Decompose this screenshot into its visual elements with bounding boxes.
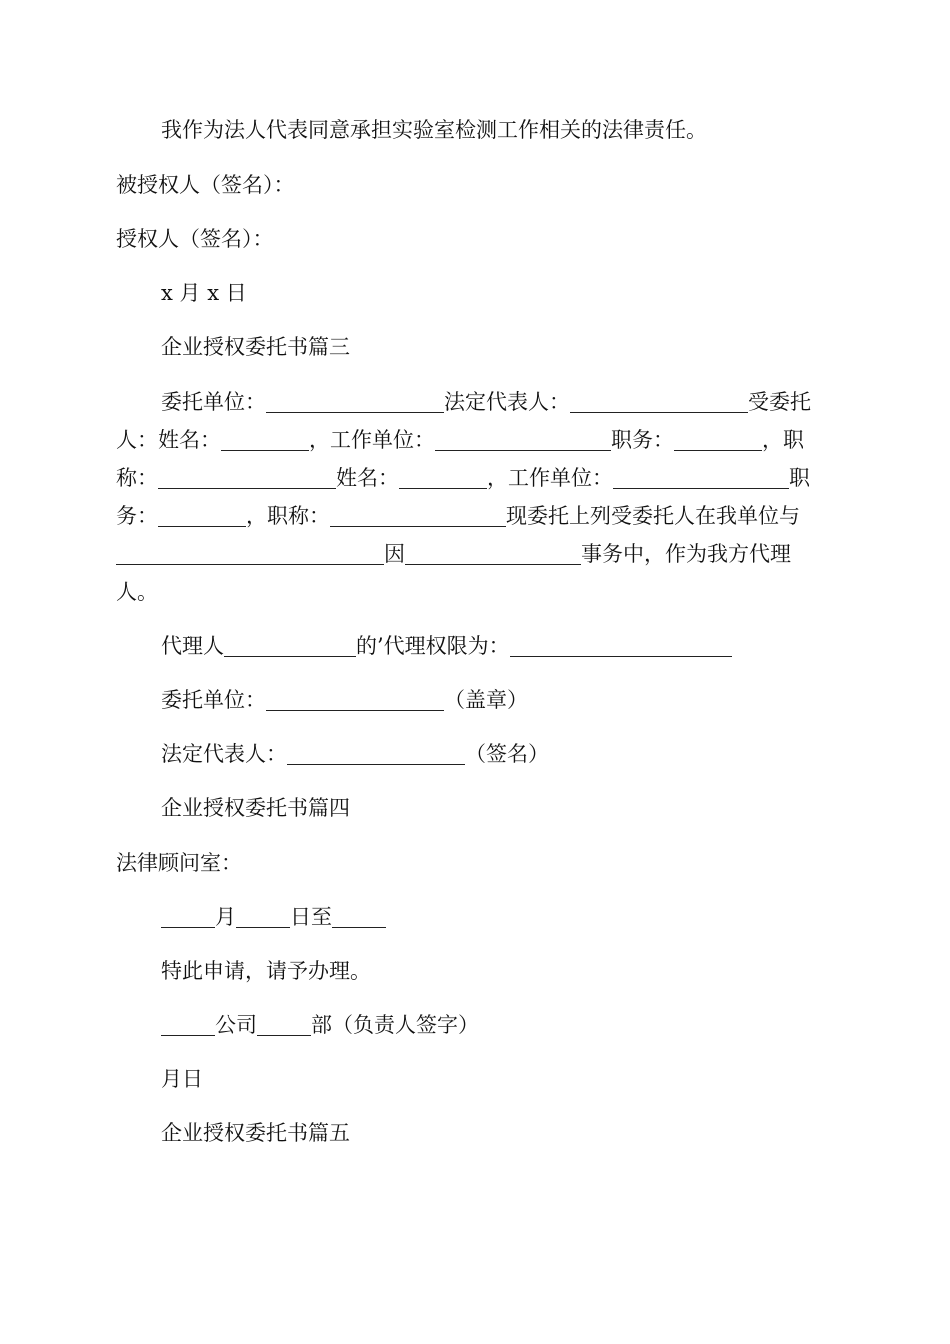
blank-field[interactable] [116,542,384,565]
text: 日至 [290,905,332,929]
text: ，工作单位： [487,466,613,490]
text: 企业授权委托书篇三 [161,335,350,359]
text: 事务中，作为我方代理 [581,542,791,566]
text: 部（负责人签字） [311,1013,479,1037]
text: 代理人 [161,634,224,658]
blank-field[interactable] [399,466,487,489]
text: x 月 x 日 [161,281,247,305]
blank-field[interactable] [405,542,581,565]
paragraph-legal-responsibility [161,116,707,144]
blank-field[interactable] [221,428,309,451]
blank-field[interactable] [161,905,215,928]
text: ，工作单位： [309,428,435,452]
blank-field[interactable] [435,428,611,451]
text: 委托单位： [161,390,266,414]
text: 现委托上列受委托人在我单位与 [506,504,800,528]
text: （盖章） [444,688,528,712]
blank-field[interactable] [236,905,290,928]
company-department-signature-line [161,1011,479,1039]
agent-authority-line [161,632,732,660]
text: ，职称： [246,504,330,528]
blank-field[interactable] [158,504,246,527]
paragraph-line-4 [116,502,800,530]
legal-counsel-office-line [116,849,242,877]
blank-field[interactable] [674,428,762,451]
text: 受委托 [748,390,811,414]
text: 人。 [116,580,158,604]
text: 因 [384,542,405,566]
text: 被授权人（签名）： [116,173,295,197]
authorizer-signature-line [116,225,274,253]
text: 务： [116,504,158,528]
text: 法定代表人： [161,742,287,766]
text: 人：姓名： [116,428,221,452]
text: 委托单位： [161,688,266,712]
text: 月 [215,905,236,929]
text: 姓名： [336,466,399,490]
blank-field[interactable] [158,466,336,489]
month-day-line [161,1065,203,1093]
text: 特此申请，请予办理。 [161,959,371,983]
text: 称： [116,466,158,490]
date-range-line [161,903,386,931]
text: 企业授权委托书篇五 [161,1121,350,1145]
text: 公司 [215,1013,257,1037]
text: 月日 [161,1067,203,1091]
text: 法定代表人： [444,390,570,414]
blank-field[interactable] [613,466,789,489]
blank-field[interactable] [266,390,444,413]
blank-field[interactable] [266,688,444,711]
blank-field[interactable] [287,742,465,765]
blank-field[interactable] [332,905,386,928]
section-heading-5 [161,1119,350,1147]
text: 职务： [611,428,674,452]
text: 我作为法人代表同意承担实验室检测工作相关的法律责任。 [161,118,707,142]
entrusting-unit-seal-line [161,686,528,714]
paragraph-line-2 [116,426,804,454]
section-heading-3 [161,333,350,361]
text: ，职 [762,428,804,452]
paragraph-line-5 [116,540,791,568]
section-heading-4 [161,794,350,822]
paragraph-line-1 [161,388,811,416]
paragraph-line-6 [116,578,158,606]
paragraph-line-3 [116,464,810,492]
request-line [161,957,371,985]
blank-field[interactable] [570,390,748,413]
text: 的’代理权限为： [356,634,510,658]
text: （签名） [465,742,549,766]
blank-field[interactable] [257,1013,311,1036]
date-line [161,279,247,307]
blank-field[interactable] [224,634,356,657]
blank-field[interactable] [161,1013,215,1036]
text: 法律顾问室： [116,851,242,875]
blank-field[interactable] [330,504,506,527]
text: 企业授权委托书篇四 [161,796,350,820]
legal-representative-signature-line [161,740,549,768]
authorized-person-signature-line [116,171,295,199]
text: 职 [789,466,810,490]
text: 授权人（签名）： [116,227,274,251]
blank-field[interactable] [510,634,732,657]
